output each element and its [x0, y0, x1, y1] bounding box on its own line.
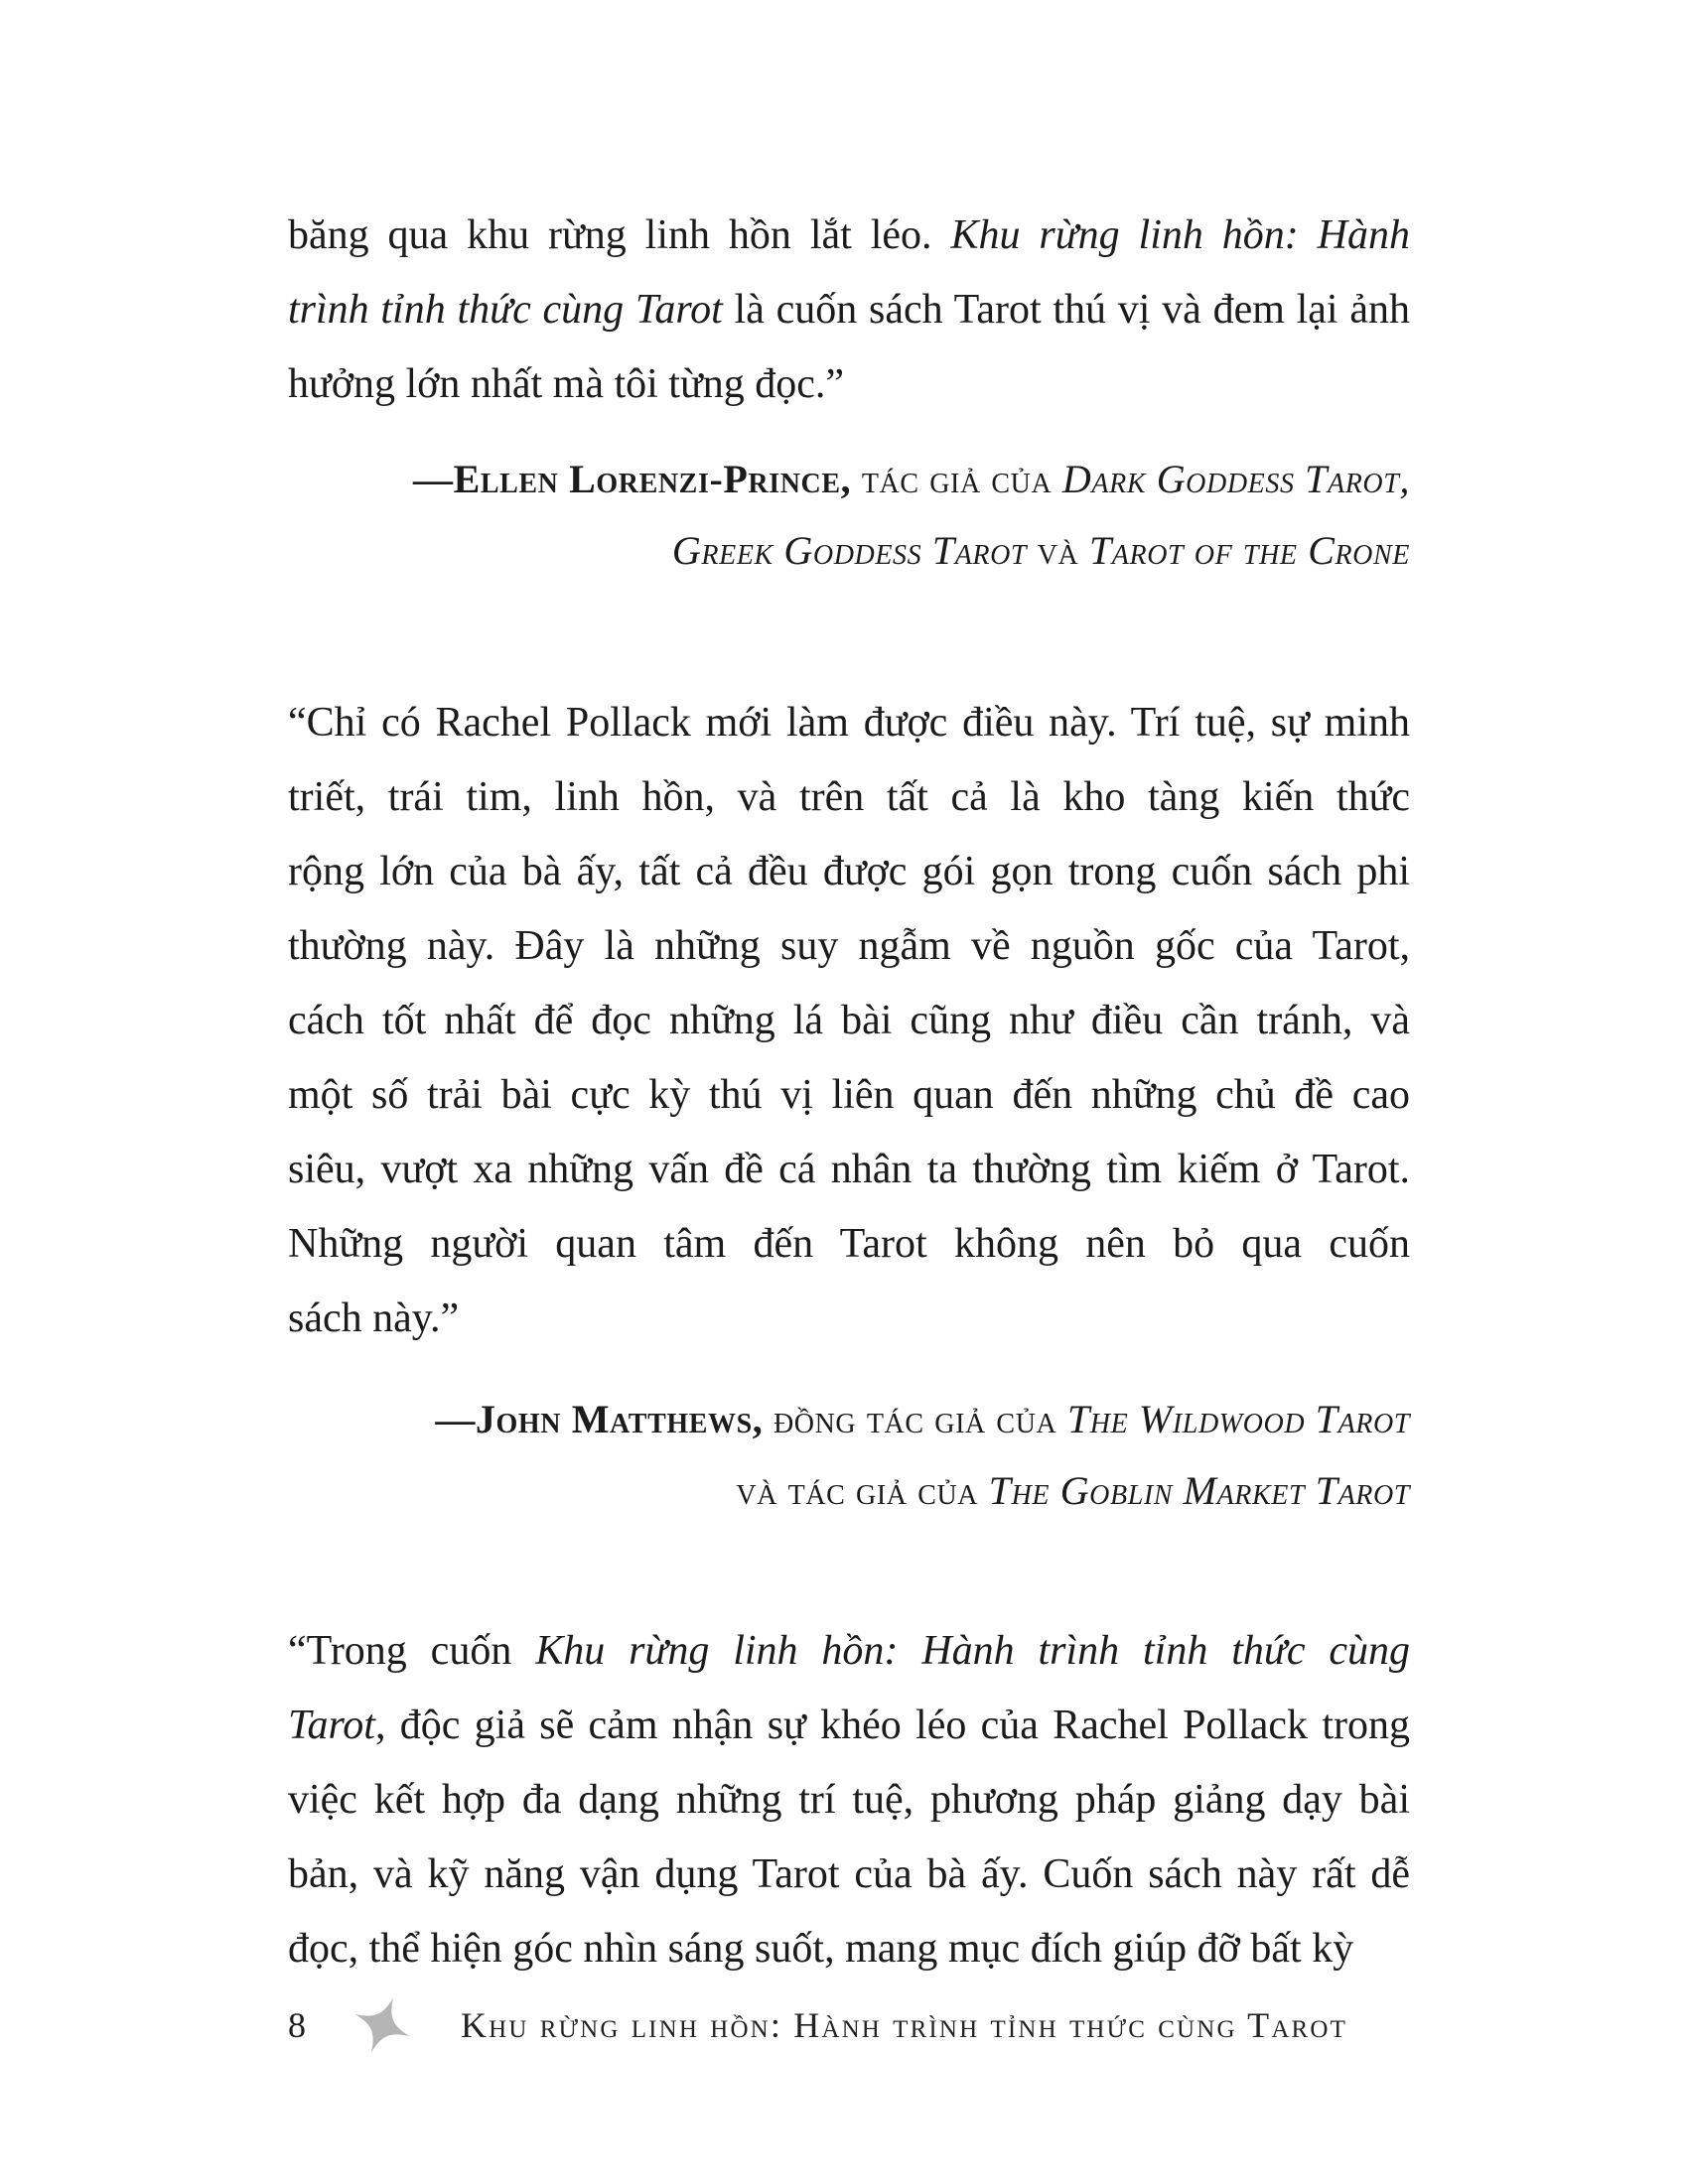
text-run: cách tốt nhất để đọc những lá bài cũng như điều cần tránh, và: [288, 998, 1410, 1043]
text-run: —John Matthews,: [435, 1397, 764, 1441]
text-run: việc kết hợp đa dạng những trí tuệ, phương pháp giảng dạy bài: [288, 1777, 1410, 1823]
text-run: Những người quan tâm đến Tarot không nên bỏ qua cuốn: [288, 1221, 1410, 1267]
text-run: trình tỉnh thức cùng Tarot: [288, 287, 723, 333]
text-run: là cuốn sách Tarot thú vị và đem lại ảnh: [722, 287, 1410, 333]
text-line: [288, 835, 1410, 909]
text-run: —Ellen Lorenzi-Prince,: [412, 457, 852, 501]
text-run: một số trải bài cực kỳ thú vị liên quan đến những chủ đề cao: [288, 1072, 1410, 1118]
text-line: [288, 199, 1410, 273]
text-run: bản, và kỹ năng vận dụng Tarot của bà ấy. Cuốn sách này rất dễ: [288, 1851, 1410, 1897]
text-line: [288, 1614, 1410, 1689]
text-run: The Goblin Market Tarot: [988, 1468, 1410, 1513]
text-line: [288, 273, 1410, 347]
text-run: The Wildwood Tarot: [1066, 1397, 1410, 1441]
text-run: và: [1027, 528, 1089, 573]
text-line: [288, 1912, 1410, 1986]
text-line: [288, 515, 1410, 587]
running-title: Khu rừng linh hồn: Hành trình tỉnh thức cùng Tarot: [461, 2005, 1348, 2045]
page-number: 8: [288, 2005, 306, 2045]
text-run: đọc, thể hiện góc nhìn sáng suốt, mang mục đích giúp đỡ bất kỳ: [288, 1926, 1354, 1972]
text-line: [288, 1133, 1410, 1207]
text-run: rộng lớn của bà ấy, tất cả đều được gói gọn trong cuốn sách phi: [288, 849, 1410, 894]
attribution-ellen-lorenzi-prince: [288, 444, 1410, 587]
attribution-john-matthews: [288, 1384, 1410, 1527]
text-run: thường này. Đây là những suy ngẫm về nguồn gốc của Tarot,: [288, 923, 1410, 969]
text-run: hưởng lớn nhất mà tôi từng đọc.”: [288, 361, 845, 407]
text-line: [288, 909, 1410, 984]
text-run: , độc giả sẽ cảm nhận sự khéo léo của Rachel Pollack trong: [374, 1703, 1410, 1748]
text-run: “Trong cuốn: [288, 1628, 536, 1674]
text-run: tác giả của: [851, 457, 1062, 501]
text-line: [288, 1384, 1410, 1455]
text-run: triết, trái tim, linh hồn, và trên tất cả là kho tàng kiến thức: [288, 774, 1410, 820]
text-run: Greek Goddess Tarot: [671, 528, 1028, 573]
text-line: [288, 1689, 1410, 1763]
text-line: [288, 1207, 1410, 1282]
text-line: [288, 760, 1410, 835]
text-run: sách này.”: [288, 1296, 460, 1341]
text-line: [288, 1282, 1410, 1356]
text-run: Khu rừng linh hồn: Hành trình tỉnh thức cùng: [535, 1628, 1410, 1674]
text-run: đồng tác giả của: [763, 1397, 1067, 1441]
text-run: và tác giả của: [736, 1468, 989, 1513]
page-footer: [288, 1994, 1410, 2056]
text-run: “Chỉ có Rachel Pollack mới làm được điều này. Trí tuệ, sự minh: [288, 700, 1410, 746]
text-line: [288, 1455, 1410, 1527]
text-line: [288, 444, 1410, 515]
text-line: [288, 1838, 1410, 1912]
sparkle-star-shape: [344, 1986, 420, 2063]
text-line: [288, 984, 1410, 1058]
text-line: [288, 1058, 1410, 1133]
text-line: [288, 1763, 1410, 1838]
testimonial-quote-1: [288, 199, 1410, 422]
testimonial-quote-2: [288, 686, 1410, 1356]
text-run: Khu rừng linh hồn: Hành: [950, 212, 1410, 258]
text-line: [288, 347, 1410, 422]
text-line: [288, 686, 1410, 760]
sparkle-star-icon: [343, 1985, 423, 2066]
text-run: băng qua khu rừng linh hồn lắt léo.: [288, 212, 951, 258]
testimonial-quote-3: [288, 1614, 1410, 1986]
text-run: siêu, vượt xa những vấn đề cá nhân ta thường tìm kiếm ở Tarot.: [288, 1147, 1410, 1192]
text-run: Dark Goddess Tarot,: [1061, 457, 1410, 501]
text-run: Tarot: [288, 1703, 375, 1748]
text-run: Tarot of the Crone: [1088, 528, 1410, 573]
